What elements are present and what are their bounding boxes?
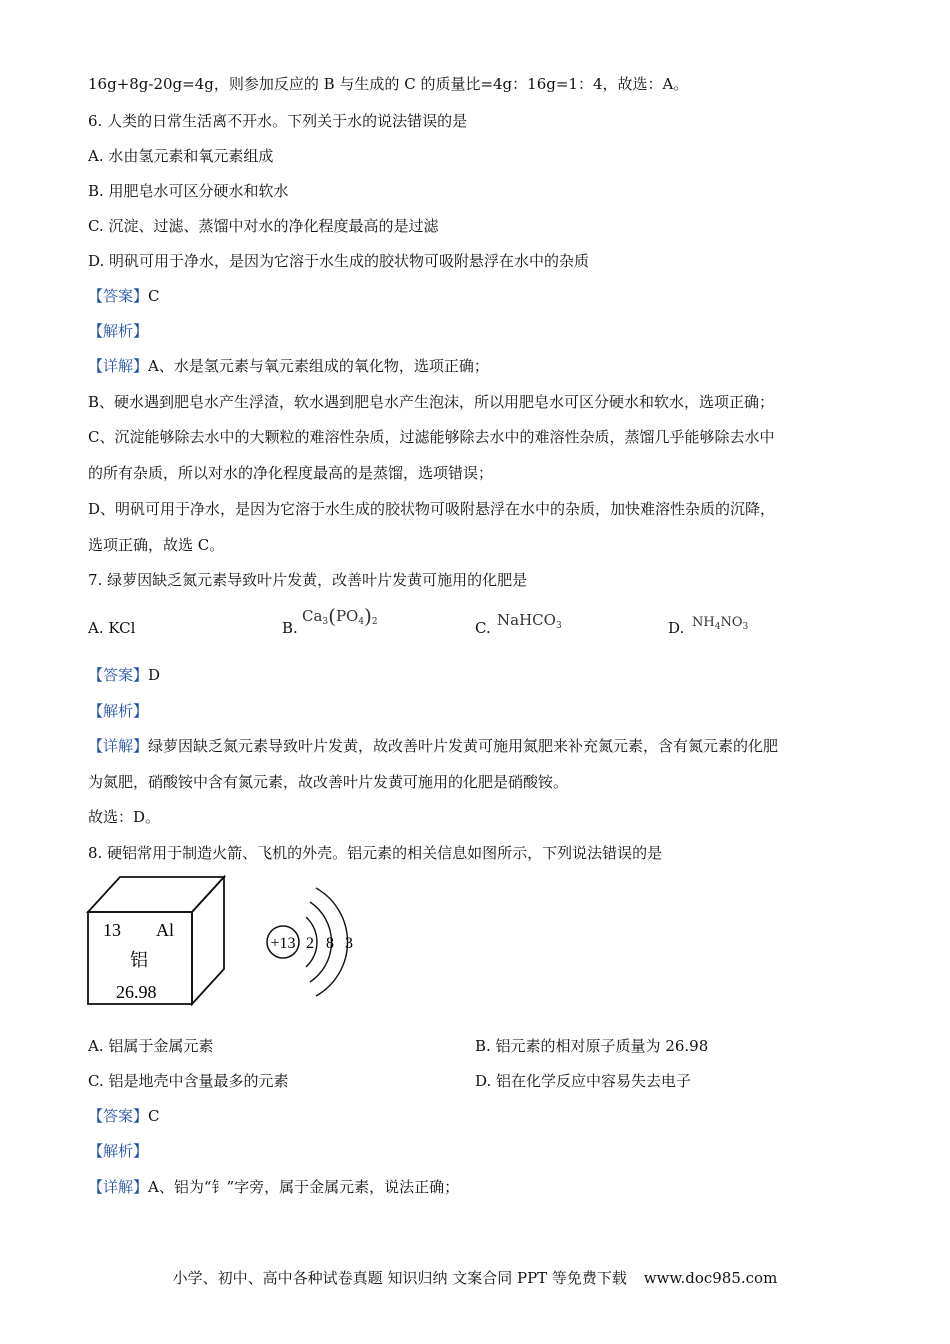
option-label: D. (668, 619, 685, 637)
option-label: C. (475, 619, 491, 637)
question-6-detail-1 (88, 356, 489, 376)
shell-electrons-1: 2 (306, 935, 314, 952)
answer-tag: 【答案】 (88, 287, 149, 305)
detail-text: A、铝为“钅”字旁，属于金属元素，说法正确； (148, 1178, 460, 1196)
question-6-detail-4: 的所有杂质，所以对水的净化程度最高的是蒸馏，选项错误； (88, 464, 494, 482)
detail-tag: 【详解】 (88, 357, 149, 375)
question-6-detail-6: 选项正确，故选 C。 (88, 536, 225, 554)
question-7-option-d (668, 618, 684, 638)
answer-value: C (148, 287, 160, 305)
element-symbol: Al (156, 920, 174, 940)
formula-part: NaHCO (497, 611, 556, 629)
detail-text: A、水是氢元素与氧元素组成的氧化物，选项正确； (148, 357, 489, 375)
question-8-detail-1 (88, 1177, 459, 1197)
question-6-option-a: A. 水由氢元素和氧元素组成 (88, 147, 274, 165)
element-name: 铝 (130, 950, 148, 970)
element-card-cube (88, 877, 224, 1004)
aluminum-element-figure (86, 872, 370, 1012)
detail-tag: 【详解】 (88, 1178, 149, 1196)
question-6-detail-3: C、沉淀能够除去水中的大颗粒的难溶性杂质，过滤能够除去水中的难溶性杂质，蒸馏几乎能够除去水中 (88, 428, 775, 446)
question-8-option-b: B. 铝元素的相对原子质量为 26.98 (475, 1037, 709, 1055)
formula-sodium-bicarbonate (497, 610, 562, 636)
question-6-option-d: D. 明矾可用于净水，是因为它溶于水生成的胶状物可吸附悬浮在水中的杂质 (88, 252, 590, 270)
option-label: B. (282, 619, 298, 637)
previous-answer-conclusion: 16g+8g-20g=4g，则参加反应的 B 与生成的 C 的质量比=4g：16g=1：4，故选：A。 (88, 75, 689, 93)
atomic-number: 13 (103, 920, 121, 940)
question-7-answer (88, 665, 160, 685)
formula-part: NH (692, 615, 715, 630)
shell-electrons-3: 3 (345, 935, 353, 952)
question-8-stem: 8. 硬铝常用于制造火箭、飞机的外壳。铝元素的相关信息如图所示，下列说法错误的是 (88, 844, 663, 862)
formula-subscript: 3 (555, 621, 562, 631)
footer-link[interactable]: www.doc985.com (643, 1269, 778, 1287)
question-7-detail-2: 为氮肥，硝酸铵中含有氮元素，故改善叶片发黄可施用的化肥是硝酸铵。 (88, 773, 569, 791)
question-8-option-d: D. 铝在化学反应中容易失去电子 (475, 1072, 692, 1090)
footer-text: 小学、初中、高中各种试卷真题 知识归纳 文案合同 PPT 等免费下载 (172, 1269, 627, 1287)
formula-part: NO (720, 615, 743, 630)
question-6-detail-2: B、硬水遇到肥皂水产生浮渣，软水遇到肥皂水产生泡沫，所以用肥皂水可区分硬水和软水，选项正确； (88, 393, 775, 411)
question-8-option-a: A. 铝属于金属元素 (88, 1037, 214, 1055)
question-6-option-b: B. 用肥皂水可区分硬水和软水 (88, 182, 289, 200)
detail-tag: 【详解】 (88, 737, 149, 755)
formula-part: Ca (302, 607, 323, 625)
atom-structure-diagram (267, 888, 353, 996)
shell-electrons-2: 8 (326, 935, 334, 952)
formula-subscript: 3 (322, 617, 329, 627)
question-8-option-c: C. 铝是地壳中含量最多的元素 (88, 1072, 289, 1090)
question-8-answer (88, 1106, 160, 1126)
question-6-answer (88, 286, 160, 306)
question-7-analysis-tag: 【解析】 (88, 702, 149, 720)
formula-calcium-phosphate: $Ca_3(PO_4)_2$ (302, 604, 378, 628)
atomic-mass: 26.98 (116, 982, 157, 1002)
question-8-analysis-tag: 【解析】 (88, 1142, 149, 1160)
answer-value: D (148, 666, 161, 684)
formula-part: PO (335, 607, 359, 625)
question-6-analysis-tag: 【解析】 (88, 322, 149, 340)
detail-text: 绿萝因缺乏氮元素导致叶片发黄，故改善叶片发黄可施用氮肥来补充氮元素，含有氮元素的化肥 (148, 737, 779, 755)
question-7-stem: 7. 绿萝因缺乏氮元素导致叶片发黄，改善叶片发黄可施用的化肥是 (88, 571, 528, 589)
answer-tag: 【答案】 (88, 1107, 149, 1125)
question-7-detail-3: 故选：D。 (88, 808, 161, 826)
question-7-option-a: A. KCl (88, 619, 136, 637)
nucleus-charge: +13 (270, 935, 296, 952)
question-6-option-c: C. 沉淀、过滤、蒸馏中对水的净化程度最高的是过滤 (88, 217, 439, 235)
formula-subscript: 4 (714, 622, 721, 632)
formula-ammonium-nitrate (692, 613, 748, 637)
answer-value: C (148, 1107, 160, 1125)
question-6-detail-5: D、明矾可用于净水，是因为它溶于水生成的胶状物可吸附悬浮在水中的杂质，加快难溶性杂质的沉降， (88, 500, 776, 518)
formula-subscript: 4 (358, 617, 365, 627)
page-footer (0, 1268, 950, 1288)
question-7-option-c (475, 618, 491, 638)
question-7-option-b (282, 618, 298, 638)
question-7-detail-1 (88, 736, 778, 756)
question-6-stem: 6. 人类的日常生活离不开水。下列关于水的说法错误的是 (88, 112, 468, 130)
answer-tag: 【答案】 (88, 666, 149, 684)
formula-subscript: 2 (371, 617, 378, 627)
formula-subscript: 3 (742, 622, 749, 632)
